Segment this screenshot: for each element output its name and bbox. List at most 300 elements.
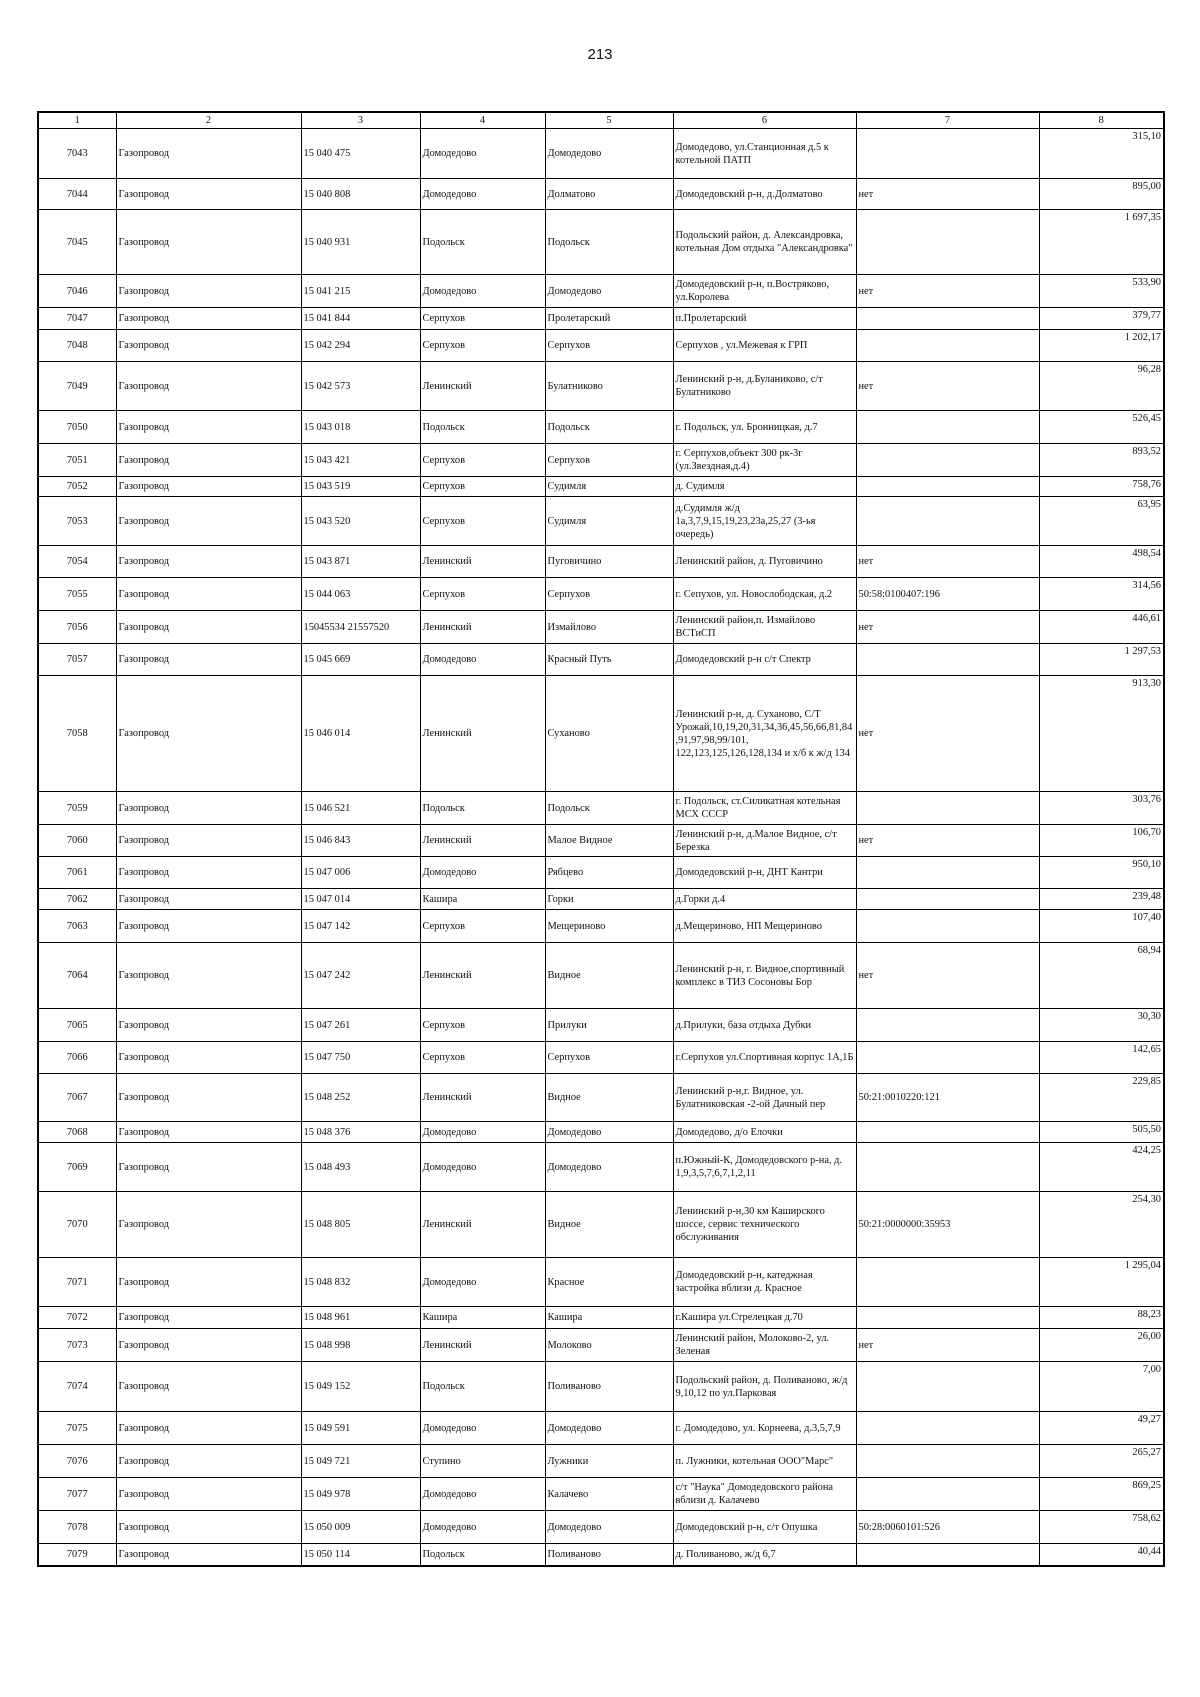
inventory-number-cell: 15 047 261 xyxy=(301,1009,420,1042)
table-body xyxy=(38,129,1164,1566)
table-row xyxy=(38,275,1164,308)
object-type-cell: Газопровод xyxy=(116,275,301,308)
length-value-cell: 30,30 xyxy=(1039,1009,1164,1042)
inventory-number-cell: 15 048 832 xyxy=(301,1258,420,1307)
inventory-number-cell: 15 047 014 xyxy=(301,889,420,910)
inventory-number-cell: 15 046 843 xyxy=(301,825,420,857)
inventory-number-cell: 15 040 808 xyxy=(301,179,420,210)
address-cell: Ленинский р-н,г. Видное, ул. Булатниковская -2-ой Дачный пер xyxy=(673,1074,856,1122)
row-number-cell: 7070 xyxy=(38,1192,116,1258)
settlement-cell: Красное xyxy=(545,1258,673,1307)
inventory-number-cell: 15 050 114 xyxy=(301,1544,420,1566)
inventory-number-cell: 15 048 961 xyxy=(301,1307,420,1329)
row-number-cell: 7049 xyxy=(38,362,116,411)
inventory-number-cell: 15 040 475 xyxy=(301,129,420,179)
table-row xyxy=(38,179,1164,210)
settlement-cell: Домодедово xyxy=(545,1122,673,1143)
settlement-cell: Измайлово xyxy=(545,611,673,644)
cadastral-number-cell xyxy=(856,477,1039,497)
inventory-number-cell: 15 049 978 xyxy=(301,1478,420,1511)
inventory-number-cell: 15 043 519 xyxy=(301,477,420,497)
row-number-cell: 7044 xyxy=(38,179,116,210)
column-header-5: 5 xyxy=(545,112,673,129)
cadastral-number-cell xyxy=(856,330,1039,362)
row-number-cell: 7063 xyxy=(38,910,116,943)
district-cell: Ленинский xyxy=(420,1329,545,1362)
cadastral-number-cell: 50:58:0100407:196 xyxy=(856,578,1039,611)
address-cell: г. Подольск, ул. Бронницкая, д.7 xyxy=(673,411,856,444)
row-number-cell: 7057 xyxy=(38,644,116,676)
row-number-cell: 7075 xyxy=(38,1412,116,1445)
object-type-cell: Газопровод xyxy=(116,611,301,644)
address-cell: г. Подольск, ст.Силикатная котельная МСХ СССР xyxy=(673,792,856,825)
table-row xyxy=(38,411,1164,444)
table-row xyxy=(38,889,1164,910)
district-cell: Ленинский xyxy=(420,943,545,1009)
inventory-number-cell: 15 040 931 xyxy=(301,210,420,275)
address-cell: г.Серпухов ул.Спортивная корпус 1А,1Б xyxy=(673,1042,856,1074)
row-number-cell: 7074 xyxy=(38,1362,116,1412)
length-value-cell: 314,56 xyxy=(1039,578,1164,611)
cadastral-number-cell xyxy=(856,1122,1039,1143)
length-value-cell: 63,95 xyxy=(1039,497,1164,546)
cadastral-number-cell xyxy=(856,644,1039,676)
table-row xyxy=(38,676,1164,792)
length-value-cell: 303,76 xyxy=(1039,792,1164,825)
object-type-cell: Газопровод xyxy=(116,889,301,910)
inventory-number-cell: 15 047 242 xyxy=(301,943,420,1009)
length-value-cell: 893,52 xyxy=(1039,444,1164,477)
address-cell: д. Судимля xyxy=(673,477,856,497)
district-cell: Подольск xyxy=(420,1544,545,1566)
table-row xyxy=(38,792,1164,825)
object-type-cell: Газопровод xyxy=(116,1074,301,1122)
district-cell: Кашира xyxy=(420,1307,545,1329)
table-row xyxy=(38,1258,1164,1307)
settlement-cell: Подольск xyxy=(545,411,673,444)
length-value-cell: 26,00 xyxy=(1039,1329,1164,1362)
district-cell: Домодедово xyxy=(420,179,545,210)
table-row xyxy=(38,308,1164,330)
settlement-cell: Домодедово xyxy=(545,1412,673,1445)
district-cell: Домодедово xyxy=(420,1122,545,1143)
cadastral-number-cell xyxy=(856,210,1039,275)
district-cell: Серпухов xyxy=(420,330,545,362)
row-number-cell: 7052 xyxy=(38,477,116,497)
length-value-cell: 107,40 xyxy=(1039,910,1164,943)
column-header-1: 1 xyxy=(38,112,116,129)
object-type-cell: Газопровод xyxy=(116,910,301,943)
district-cell: Серпухов xyxy=(420,444,545,477)
column-header-7: 7 xyxy=(856,112,1039,129)
address-cell: Ленинский р-н, д.Малое Видное, с/т Березка xyxy=(673,825,856,857)
address-cell: с/т "Наука" Домодедовского района вблизи д. Калачево xyxy=(673,1478,856,1511)
row-number-cell: 7046 xyxy=(38,275,116,308)
district-cell: Серпухов xyxy=(420,497,545,546)
column-header-6: 6 xyxy=(673,112,856,129)
inventory-number-cell: 15 048 252 xyxy=(301,1074,420,1122)
cadastral-number-cell xyxy=(856,1445,1039,1478)
settlement-cell: Красный Путь xyxy=(545,644,673,676)
column-header-2: 2 xyxy=(116,112,301,129)
cadastral-number-cell: нет xyxy=(856,179,1039,210)
address-cell: Ленинский р-н,30 км Каширского шоссе, сервис технического обслуживания xyxy=(673,1192,856,1258)
settlement-cell: Подольск xyxy=(545,210,673,275)
settlement-cell: Поливаново xyxy=(545,1544,673,1566)
length-value-cell: 40,44 xyxy=(1039,1544,1164,1566)
row-number-cell: 7043 xyxy=(38,129,116,179)
address-cell: Подольский район, д. Александровка, котельная Дом отдыха "Александровка" xyxy=(673,210,856,275)
page-number: 213 xyxy=(587,46,613,63)
length-value-cell: 758,62 xyxy=(1039,1511,1164,1544)
table-row xyxy=(38,1329,1164,1362)
address-cell: п.Пролетарский xyxy=(673,308,856,330)
cadastral-number-cell xyxy=(856,857,1039,889)
object-type-cell: Газопровод xyxy=(116,411,301,444)
table-row xyxy=(38,825,1164,857)
table-row xyxy=(38,1362,1164,1412)
length-value-cell: 424,25 xyxy=(1039,1143,1164,1192)
settlement-cell: Судимля xyxy=(545,477,673,497)
cadastral-number-cell xyxy=(856,792,1039,825)
object-type-cell: Газопровод xyxy=(116,644,301,676)
row-number-cell: 7071 xyxy=(38,1258,116,1307)
inventory-number-cell: 15 042 294 xyxy=(301,330,420,362)
object-type-cell: Газопровод xyxy=(116,129,301,179)
table-row xyxy=(38,1307,1164,1329)
address-cell: д.Мещериново, НП Мещериново xyxy=(673,910,856,943)
length-value-cell: 1 297,53 xyxy=(1039,644,1164,676)
address-cell: д.Прилуки, база отдыха Дубки xyxy=(673,1009,856,1042)
table-row xyxy=(38,1042,1164,1074)
object-type-cell: Газопровод xyxy=(116,546,301,578)
length-value-cell: 526,45 xyxy=(1039,411,1164,444)
table-row xyxy=(38,497,1164,546)
district-cell: Серпухов xyxy=(420,477,545,497)
district-cell: Подольск xyxy=(420,792,545,825)
length-value-cell: 239,48 xyxy=(1039,889,1164,910)
settlement-cell: Пролетарский xyxy=(545,308,673,330)
object-type-cell: Газопровод xyxy=(116,1143,301,1192)
length-value-cell: 229,85 xyxy=(1039,1074,1164,1122)
column-header-4: 4 xyxy=(420,112,545,129)
address-cell: п.Южный-К, Домодедовского р-на, д. 1,9,3,5,7,6,7,1,2,11 xyxy=(673,1143,856,1192)
row-number-cell: 7077 xyxy=(38,1478,116,1511)
district-cell: Домодедово xyxy=(420,129,545,179)
column-header-8: 8 xyxy=(1039,112,1164,129)
cadastral-number-cell xyxy=(856,889,1039,910)
length-value-cell: 498,54 xyxy=(1039,546,1164,578)
settlement-cell: Домодедово xyxy=(545,275,673,308)
district-cell: Ленинский xyxy=(420,546,545,578)
table-row xyxy=(38,1478,1164,1511)
district-cell: Ленинский xyxy=(420,362,545,411)
row-number-cell: 7064 xyxy=(38,943,116,1009)
length-value-cell: 913,30 xyxy=(1039,676,1164,792)
cadastral-number-cell xyxy=(856,308,1039,330)
length-value-cell: 758,76 xyxy=(1039,477,1164,497)
cadastral-number-cell xyxy=(856,910,1039,943)
length-value-cell: 265,27 xyxy=(1039,1445,1164,1478)
object-type-cell: Газопровод xyxy=(116,477,301,497)
length-value-cell: 96,28 xyxy=(1039,362,1164,411)
inventory-number-cell: 15 050 009 xyxy=(301,1511,420,1544)
address-cell: г. Сепухов, ул. Новослободская, д.2 xyxy=(673,578,856,611)
table-row xyxy=(38,1511,1164,1544)
table-row xyxy=(38,857,1164,889)
cadastral-number-cell xyxy=(856,129,1039,179)
row-number-cell: 7066 xyxy=(38,1042,116,1074)
length-value-cell: 505,50 xyxy=(1039,1122,1164,1143)
length-value-cell: 533,90 xyxy=(1039,275,1164,308)
cadastral-number-cell: нет xyxy=(856,825,1039,857)
length-value-cell: 1 697,35 xyxy=(1039,210,1164,275)
table-row xyxy=(38,1445,1164,1478)
length-value-cell: 142,65 xyxy=(1039,1042,1164,1074)
inventory-number-cell: 15 045 669 xyxy=(301,644,420,676)
row-number-cell: 7061 xyxy=(38,857,116,889)
settlement-cell: Кашира xyxy=(545,1307,673,1329)
table-row xyxy=(38,910,1164,943)
object-type-cell: Газопровод xyxy=(116,1478,301,1511)
object-type-cell: Газопровод xyxy=(116,1042,301,1074)
district-cell: Ленинский xyxy=(420,611,545,644)
length-value-cell: 895,00 xyxy=(1039,179,1164,210)
table-row xyxy=(38,578,1164,611)
inventory-number-cell: 15 047 006 xyxy=(301,857,420,889)
table-row xyxy=(38,362,1164,411)
cadastral-number-cell xyxy=(856,1042,1039,1074)
object-type-cell: Газопровод xyxy=(116,1192,301,1258)
row-number-cell: 7058 xyxy=(38,676,116,792)
length-value-cell: 106,70 xyxy=(1039,825,1164,857)
row-number-cell: 7068 xyxy=(38,1122,116,1143)
inventory-number-cell: 15 049 152 xyxy=(301,1362,420,1412)
settlement-cell: Серпухов xyxy=(545,444,673,477)
inventory-number-cell: 15 046 014 xyxy=(301,676,420,792)
district-cell: Ленинский xyxy=(420,825,545,857)
table-row xyxy=(38,1143,1164,1192)
object-type-cell: Газопровод xyxy=(116,1412,301,1445)
settlement-cell: Подольск xyxy=(545,792,673,825)
table-row xyxy=(38,644,1164,676)
table-row xyxy=(38,129,1164,179)
district-cell: Ступино xyxy=(420,1445,545,1478)
inventory-number-cell: 15 049 721 xyxy=(301,1445,420,1478)
row-number-cell: 7050 xyxy=(38,411,116,444)
inventory-number-cell: 15 046 521 xyxy=(301,792,420,825)
object-type-cell: Газопровод xyxy=(116,1122,301,1143)
address-cell: Ленинский р-н, д. Суханово, С/Т Урожай,10,19,20,31,34,36,45,56,66,81,84,91,97,98,99/101, 122,123,125,126,128,134 и х/б к ж/д 134 xyxy=(673,676,856,792)
row-number-cell: 7048 xyxy=(38,330,116,362)
district-cell: Серпухов xyxy=(420,578,545,611)
inventory-number-cell: 15045534 21557520 xyxy=(301,611,420,644)
table-row xyxy=(38,477,1164,497)
address-cell: п. Лужники, котельная ООО"Марс" xyxy=(673,1445,856,1478)
cadastral-number-cell: 50:28:0060101:526 xyxy=(856,1511,1039,1544)
cadastral-number-cell xyxy=(856,1258,1039,1307)
settlement-cell: Серпухов xyxy=(545,330,673,362)
length-value-cell: 446,61 xyxy=(1039,611,1164,644)
table-row xyxy=(38,1192,1164,1258)
object-type-cell: Газопровод xyxy=(116,497,301,546)
row-number-cell: 7069 xyxy=(38,1143,116,1192)
table-row xyxy=(38,1074,1164,1122)
address-cell: Домодедово, ул.Станционная д.5 к котельной ПАТП xyxy=(673,129,856,179)
object-type-cell: Газопровод xyxy=(116,943,301,1009)
settlement-cell: Видное xyxy=(545,1192,673,1258)
row-number-cell: 7072 xyxy=(38,1307,116,1329)
settlement-cell: Домодедово xyxy=(545,129,673,179)
address-cell: Домодедовский р-н, ДНТ Кантри xyxy=(673,857,856,889)
object-type-cell: Газопровод xyxy=(116,1544,301,1566)
row-number-cell: 7078 xyxy=(38,1511,116,1544)
district-cell: Домодедово xyxy=(420,857,545,889)
settlement-cell: Прилуки xyxy=(545,1009,673,1042)
row-number-cell: 7076 xyxy=(38,1445,116,1478)
inventory-number-cell: 15 041 215 xyxy=(301,275,420,308)
district-cell: Домодедово xyxy=(420,1143,545,1192)
address-cell: д.Судимля ж/д 1а,3,7,9,15,19,23,23а,25,27 (3-ья очередь) xyxy=(673,497,856,546)
table-row xyxy=(38,1122,1164,1143)
inventory-number-cell: 15 044 063 xyxy=(301,578,420,611)
object-type-cell: Газопровод xyxy=(116,308,301,330)
cadastral-number-cell xyxy=(856,444,1039,477)
row-number-cell: 7065 xyxy=(38,1009,116,1042)
table-row xyxy=(38,444,1164,477)
object-type-cell: Газопровод xyxy=(116,825,301,857)
address-cell: г. Серпухов,объект 300 рк-3г (ул.Звездная,д.4) xyxy=(673,444,856,477)
object-type-cell: Газопровод xyxy=(116,1307,301,1329)
length-value-cell: 1 295,04 xyxy=(1039,1258,1164,1307)
address-cell: Ленинский район, Молоково-2, ул. Зеленая xyxy=(673,1329,856,1362)
object-type-cell: Газопровод xyxy=(116,1445,301,1478)
inventory-number-cell: 15 042 573 xyxy=(301,362,420,411)
row-number-cell: 7060 xyxy=(38,825,116,857)
inventory-number-cell: 15 049 591 xyxy=(301,1412,420,1445)
settlement-cell: Малое Видное xyxy=(545,825,673,857)
length-value-cell: 379,77 xyxy=(1039,308,1164,330)
address-cell: Ленинский р-н, д.Буланиково, с/т Булатниково xyxy=(673,362,856,411)
address-cell: д. Поливаново, ж/д 6,7 xyxy=(673,1544,856,1566)
address-cell: г. Домодедово, ул. Корнеева, д.3,5,7,9 xyxy=(673,1412,856,1445)
table-row xyxy=(38,611,1164,644)
address-cell: Домодедовский р-н, д.Долматово xyxy=(673,179,856,210)
inventory-number-cell: 15 047 142 xyxy=(301,910,420,943)
object-type-cell: Газопровод xyxy=(116,676,301,792)
settlement-cell: Видное xyxy=(545,1074,673,1122)
cadastral-number-cell xyxy=(856,1362,1039,1412)
settlement-cell: Пуговичино xyxy=(545,546,673,578)
district-cell: Домодедово xyxy=(420,275,545,308)
cadastral-number-cell xyxy=(856,1143,1039,1192)
district-cell: Подольск xyxy=(420,210,545,275)
object-type-cell: Газопровод xyxy=(116,1329,301,1362)
address-cell: Домодедовский р-н, катеджная застройка вблизи д. Красное xyxy=(673,1258,856,1307)
inventory-number-cell: 15 043 421 xyxy=(301,444,420,477)
district-cell: Домодедово xyxy=(420,1511,545,1544)
object-type-cell: Газопровод xyxy=(116,210,301,275)
table-row xyxy=(38,1544,1164,1566)
object-type-cell: Газопровод xyxy=(116,857,301,889)
cadastral-number-cell: нет xyxy=(856,943,1039,1009)
district-cell: Серпухов xyxy=(420,1009,545,1042)
row-number-cell: 7053 xyxy=(38,497,116,546)
row-number-cell: 7059 xyxy=(38,792,116,825)
inventory-number-cell: 15 048 493 xyxy=(301,1143,420,1192)
address-cell: Серпухов , ул.Межевая к ГРП xyxy=(673,330,856,362)
settlement-cell: Мещериново xyxy=(545,910,673,943)
object-type-cell: Газопровод xyxy=(116,1511,301,1544)
inventory-number-cell: 15 048 376 xyxy=(301,1122,420,1143)
length-value-cell: 68,94 xyxy=(1039,943,1164,1009)
row-number-cell: 7047 xyxy=(38,308,116,330)
object-type-cell: Газопровод xyxy=(116,578,301,611)
settlement-cell: Горки xyxy=(545,889,673,910)
district-cell: Серпухов xyxy=(420,308,545,330)
row-number-cell: 7051 xyxy=(38,444,116,477)
row-number-cell: 7062 xyxy=(38,889,116,910)
address-cell: д.Горки д.4 xyxy=(673,889,856,910)
district-cell: Домодедово xyxy=(420,1412,545,1445)
table-row xyxy=(38,1412,1164,1445)
header-row xyxy=(38,112,1164,129)
inventory-number-cell: 15 047 750 xyxy=(301,1042,420,1074)
inventory-number-cell: 15 043 520 xyxy=(301,497,420,546)
inventory-number-cell: 15 048 805 xyxy=(301,1192,420,1258)
settlement-cell: Поливаново xyxy=(545,1362,673,1412)
district-cell: Серпухов xyxy=(420,910,545,943)
settlement-cell: Судимля xyxy=(545,497,673,546)
cadastral-number-cell: нет xyxy=(856,362,1039,411)
cadastral-number-cell xyxy=(856,1307,1039,1329)
length-value-cell: 869,25 xyxy=(1039,1478,1164,1511)
row-number-cell: 7056 xyxy=(38,611,116,644)
address-cell: Домодедовский р-н, с/т Опушка xyxy=(673,1511,856,1544)
object-type-cell: Газопровод xyxy=(116,362,301,411)
length-value-cell: 254,30 xyxy=(1039,1192,1164,1258)
cadastral-number-cell xyxy=(856,1009,1039,1042)
length-value-cell: 88,23 xyxy=(1039,1307,1164,1329)
settlement-cell: Домодедово xyxy=(545,1511,673,1544)
settlement-cell: Домодедово xyxy=(545,1143,673,1192)
inventory-number-cell: 15 048 998 xyxy=(301,1329,420,1362)
cadastral-number-cell: нет xyxy=(856,1329,1039,1362)
object-type-cell: Газопровод xyxy=(116,1258,301,1307)
cadastral-number-cell: нет xyxy=(856,611,1039,644)
settlement-cell: Суханово xyxy=(545,676,673,792)
district-cell: Ленинский xyxy=(420,1192,545,1258)
settlement-cell: Молоково xyxy=(545,1329,673,1362)
row-number-cell: 7079 xyxy=(38,1544,116,1566)
district-cell: Ленинский xyxy=(420,1074,545,1122)
length-value-cell: 315,10 xyxy=(1039,129,1164,179)
row-number-cell: 7073 xyxy=(38,1329,116,1362)
inventory-number-cell: 15 043 871 xyxy=(301,546,420,578)
cadastral-number-cell: 50:21:0000000:35953 xyxy=(856,1192,1039,1258)
address-cell: Домодедовский р-н с/т Спектр xyxy=(673,644,856,676)
district-cell: Кашира xyxy=(420,889,545,910)
cadastral-number-cell xyxy=(856,1478,1039,1511)
settlement-cell: Калачево xyxy=(545,1478,673,1511)
district-cell: Подольск xyxy=(420,1362,545,1412)
settlement-cell: Лужники xyxy=(545,1445,673,1478)
column-header-3: 3 xyxy=(301,112,420,129)
settlement-cell: Рябцево xyxy=(545,857,673,889)
table-row xyxy=(38,943,1164,1009)
cadastral-number-cell: нет xyxy=(856,546,1039,578)
district-cell: Ленинский xyxy=(420,676,545,792)
